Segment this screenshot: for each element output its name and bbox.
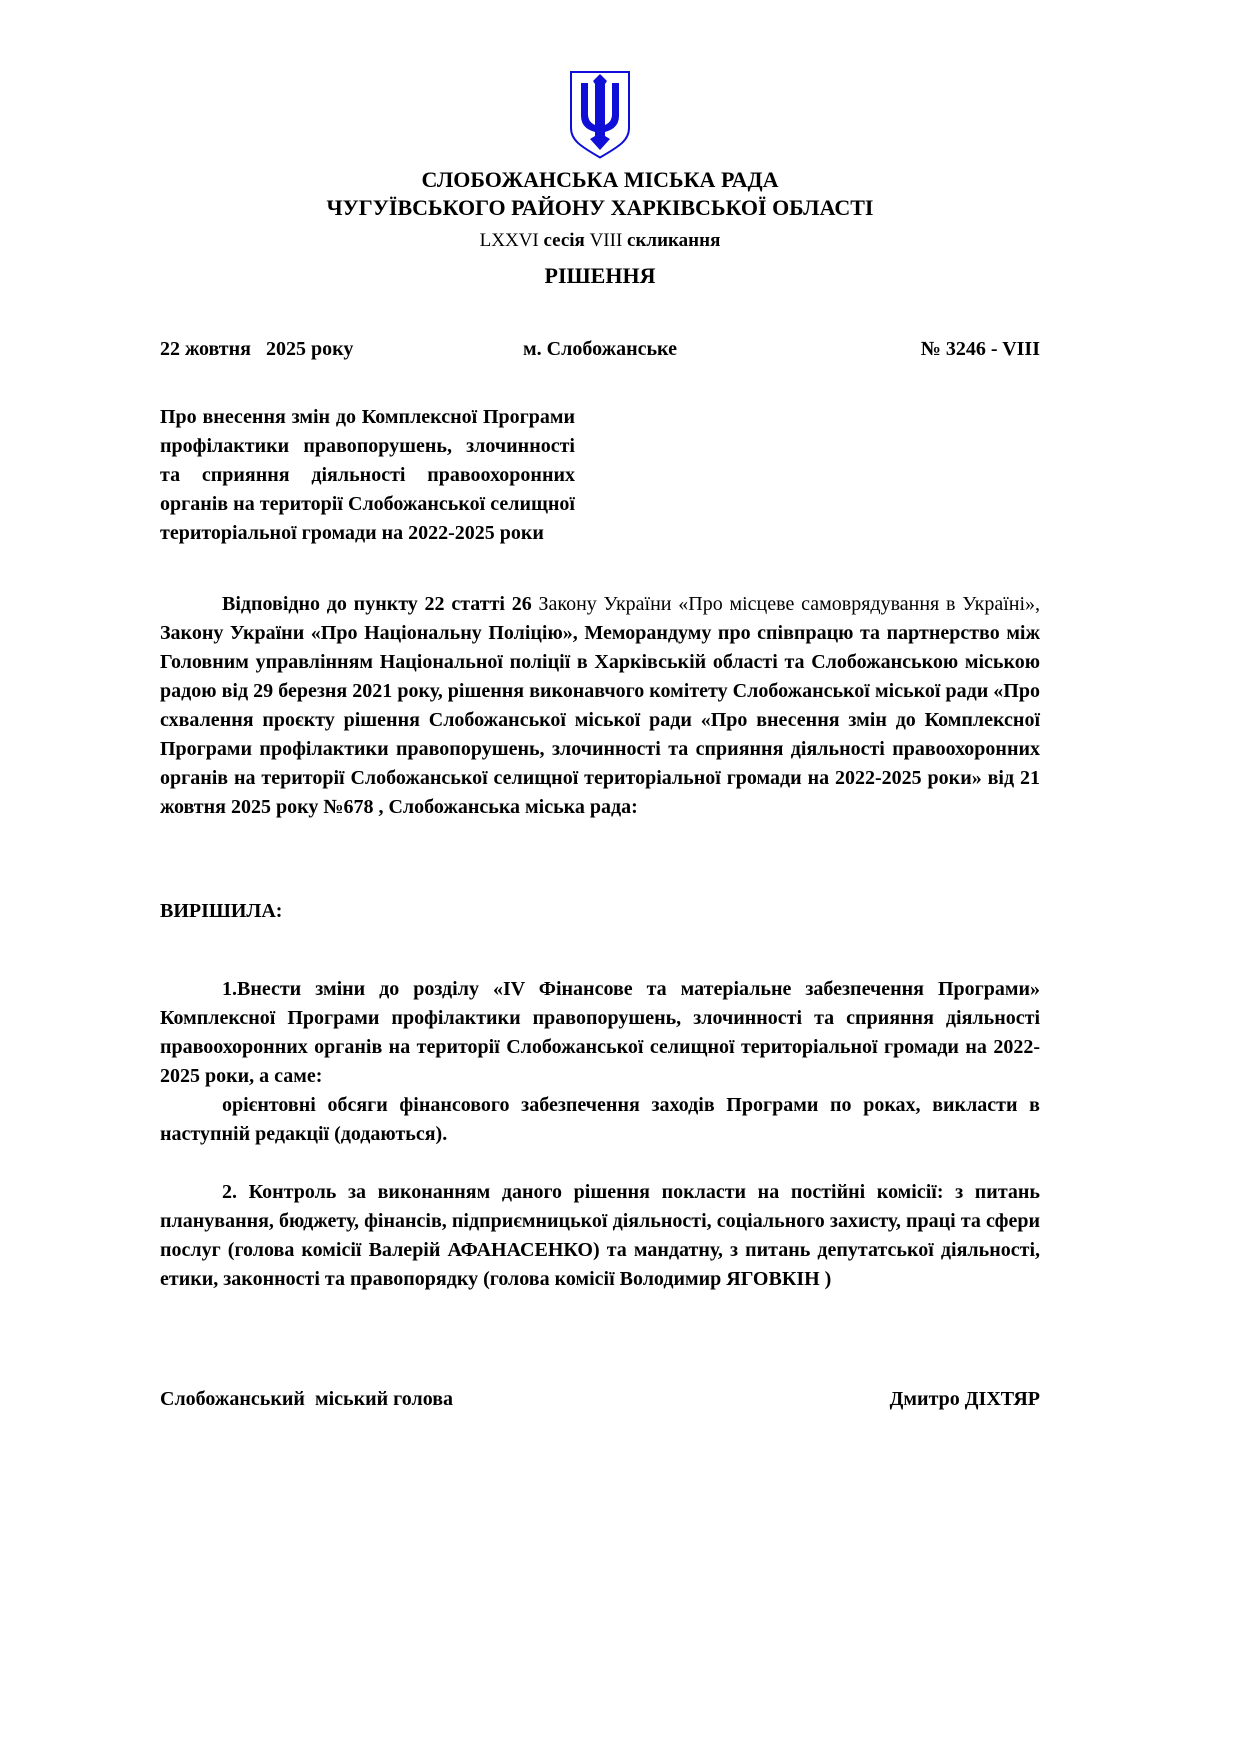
- preamble-paragraph: Відповідно до пункту 22 статті 26 Закону України «Про місцеве самоврядування в Україні», Закону України «Про Національну Поліцію», Меморандуму про співпрацю та партнерство між Головним управлінням Національної поліції в Харківській області та Слобожанською міською радою від 29 березня 2021 року, рішення виконавчого комітету Слобожанської міської ради «Про схвалення проєкту рішення Слобожанської міської ради «Про внесення змін до Комплексної Програми профілактики правопорушень, злочинності та сприяння діяльності правоохоронних органів на території Слобожанської селищної територіальної громади на 2022-2025 роки» від 21 жовтня 2025 року №678 , Слобожанська міська рада:: [160, 593, 1041, 818]
- resolved-label: ВИРІШИЛА:: [160, 900, 283, 922]
- document-number: № 3246 - VIII: [920, 338, 1040, 360]
- session-line: LXXVI сесія VIII скликання: [479, 230, 721, 251]
- signature-name: Дмитро ДІХТЯР: [889, 1388, 1040, 1410]
- item-1-paragraph-2: орієнтовні обсяги фінансового забезпечення заходів Програми по роках, викласти в наступній редакції (додаються).: [160, 1094, 1040, 1145]
- decision-item-1: [160, 975, 1040, 1149]
- document-header: [160, 70, 1040, 290]
- subject-paragraph: Про внесення змін до Комплексної Програми профілактики правопорушень, злочинності та сприяння діяльності правоохоронних органів на території Слобожанської селищної територіальної громади на 2022-2025 роки: [160, 406, 575, 544]
- ukraine-trident-emblem-icon: [568, 70, 632, 160]
- document-type-title: РІШЕННЯ: [544, 263, 656, 288]
- document-place: м. Слобожанське: [523, 338, 677, 360]
- signature-title: Слобожанський міський голова: [160, 1388, 453, 1410]
- item-2-paragraph-1: 2. Контроль за виконанням даного рішення покласти на постійні комісії: з питань планування, бюджету, фінансів, підприємницької діяльності, соціального захисту, праці та сфери послуг (голова комісії Валерій АФАНАСЕНКО) та мандатну, з питань депутатської діяльності, етики, законності та правопорядку (голова комісії Володимир ЯГОВКІН ): [160, 1181, 1040, 1290]
- item-1-paragraph-1: 1.Внести зміни до розділу «IV Фінансове та матеріальне забезпечення Програми» Комплексної Програми профілактики правопорушень, злочинності та сприяння діяльності правоохоронних органів на території Слобожанської селищної територіальної громади на 2022-2025 роки, а саме:: [160, 978, 1040, 1087]
- dateline: [160, 338, 1040, 361]
- signature-row: [160, 1388, 1040, 1411]
- org-name-line1: СЛОБОЖАНСЬКА МІСЬКА РАДА: [421, 167, 779, 192]
- org-name-line2: ЧУГУЇВСЬКОГО РАЙОНУ ХАРКІВСЬКОЇ ОБЛАСТІ: [326, 195, 874, 220]
- decision-item-2: [160, 1178, 1040, 1294]
- document-date: 22 жовтня 2025 року: [160, 338, 354, 360]
- emblem-container: [160, 70, 1040, 160]
